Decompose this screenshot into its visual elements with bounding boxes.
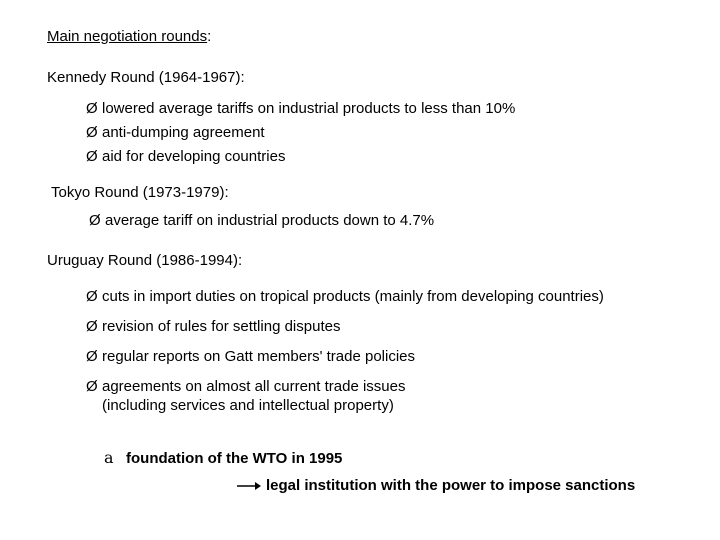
list-item-text: lowered average tariffs on industrial products to less than 10% <box>102 100 516 117</box>
list-item-text: revision of rules for settling disputes <box>102 318 341 335</box>
list-item-text: (including services and intellectual property) <box>102 397 394 414</box>
list-item-text: anti-dumping agreement <box>102 124 265 141</box>
list-item <box>86 100 515 118</box>
list-item <box>86 318 340 336</box>
bullet-arrow-icon: Ø <box>86 318 98 335</box>
heading-label: Main negotiation rounds <box>47 28 208 45</box>
list-item-text: regular reports on Gatt members' trade policies <box>102 348 416 365</box>
round-title-kennedy <box>47 69 245 87</box>
consequence-text: legal institution with the power to impose sanctions <box>266 477 636 494</box>
round-name: Kennedy Round <box>47 69 155 86</box>
heading-colon: : <box>207 28 212 45</box>
arrow-right-icon <box>236 480 262 492</box>
bullet-arrow-icon: Ø <box>86 288 98 305</box>
list-item <box>86 124 265 142</box>
bullet-arrow-icon: Ø <box>86 378 98 395</box>
list-item-text: cuts in import duties on tropical products (mainly from developing countries) <box>102 288 604 305</box>
round-name: Tokyo Round <box>51 184 139 201</box>
list-item-text: average tariff on industrial products down to 4.7% <box>105 212 435 229</box>
list-item <box>86 348 415 366</box>
bullet-arrow-icon: Ø <box>86 348 98 365</box>
list-item <box>86 148 285 166</box>
list-item <box>89 212 434 230</box>
page-heading <box>47 28 211 46</box>
list-item-continuation <box>102 397 394 415</box>
result-marker-icon: a <box>104 448 114 467</box>
bullet-arrow-icon: Ø <box>89 212 101 229</box>
list-item-text: aid for developing countries <box>102 148 286 165</box>
round-years: (1986-1994): <box>156 252 243 269</box>
bullet-arrow-icon: Ø <box>86 100 98 117</box>
round-years: (1973-1979): <box>142 184 229 201</box>
bullet-arrow-icon: Ø <box>86 148 98 165</box>
result-line <box>104 449 342 468</box>
round-title-tokyo <box>51 184 229 202</box>
list-item <box>86 288 604 306</box>
result-text: foundation of the WTO in 1995 <box>126 450 343 467</box>
consequence-line <box>236 477 635 495</box>
round-title-uruguay <box>47 252 242 270</box>
bullet-arrow-icon: Ø <box>86 124 98 141</box>
list-item-text: agreements on almost all current trade issues <box>102 378 406 395</box>
round-name: Uruguay Round <box>47 252 153 269</box>
list-item <box>86 378 405 396</box>
round-years: (1964-1967): <box>158 69 245 86</box>
